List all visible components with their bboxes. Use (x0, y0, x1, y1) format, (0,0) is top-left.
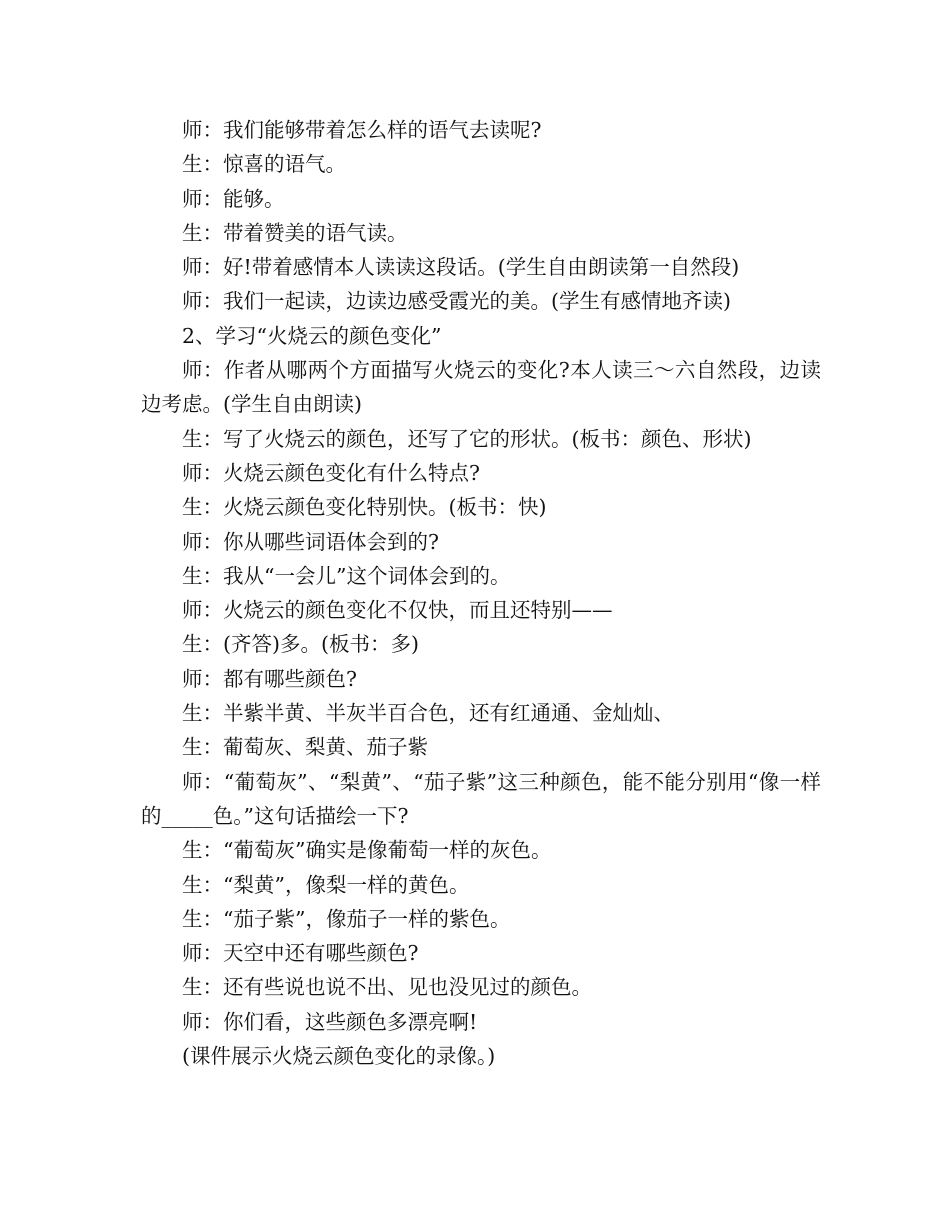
paragraph-4: 生：带着赞美的语气读。 (182, 220, 408, 245)
paragraph-2: 生：惊喜的语气。 (182, 152, 346, 177)
paragraph-1: 师：我们能够带着怎么样的语气去读呢? (182, 118, 542, 142)
paragraph-13: 生：我从“一会儿”这个词体会到的。 (182, 563, 511, 588)
paragraph-6: 师：我们一起读，边读边感受霞光的美。(学生有感情地齐读) (182, 289, 731, 314)
section-heading: 2、学习“火烧云的颜色变化” (182, 323, 442, 348)
paragraph-23: 师：天空中还有哪些颜色? (182, 941, 419, 966)
paragraph-14: 师：火烧云的颜色变化不仅快，而且还特别—— (182, 598, 613, 623)
paragraph-12: 师：你从哪些词语体会到的? (182, 529, 439, 554)
paragraph-19: 师：“葡萄灰”、“梨黄”、“茄子紫”这三种颜色，能不能分别用“像一样的_____色。”这句话描绘一下? (141, 769, 821, 828)
paragraph-20: 生：“葡萄灰”确实是像葡萄一样的灰色。 (182, 838, 552, 863)
paragraph-24: 生：还有些说也说不出、见也没见过的颜色。 (182, 975, 592, 1000)
paragraph-15: 生：(齐答)多。(板书：多) (182, 632, 419, 657)
paragraph-8: 师：作者从哪两个方面描写火烧云的变化?本人读三～六自然段，边读边考虑。(学生自由朗读) (141, 358, 821, 417)
paragraph-5: 师：好!带着感情本人读读这段话。(学生自由朗读第一自然段) (182, 255, 740, 280)
paragraph-3: 师：能够。 (182, 186, 285, 211)
paragraph-17: 生：半紫半黄、半灰半百合色，还有红通通、金灿灿、 (182, 701, 674, 726)
document-body (141, 113, 821, 1073)
paragraph-11: 生：火烧云颜色变化特别快。(板书：快) (182, 495, 547, 520)
paragraph-9: 生：写了火烧云的颜色，还写了它的形状。(板书：颜色、形状) (182, 426, 752, 451)
paragraph-21: 生：“梨黄”，像梨一样的黄色。 (182, 872, 470, 897)
paragraph-16: 师：都有哪些颜色? (182, 666, 357, 691)
paragraph-18: 生：葡萄灰、梨黄、茄子紫 (182, 735, 428, 760)
paragraph-25: 师：你们看，这些颜色多漂亮啊! (182, 1009, 478, 1034)
paragraph-26: (课件展示火烧云颜色变化的录像。) (182, 1044, 496, 1069)
paragraph-22: 生：“茄子紫”，像茄子一样的紫色。 (182, 906, 511, 931)
paragraph-10: 师：火烧云颜色变化有什么特点? (182, 460, 480, 485)
